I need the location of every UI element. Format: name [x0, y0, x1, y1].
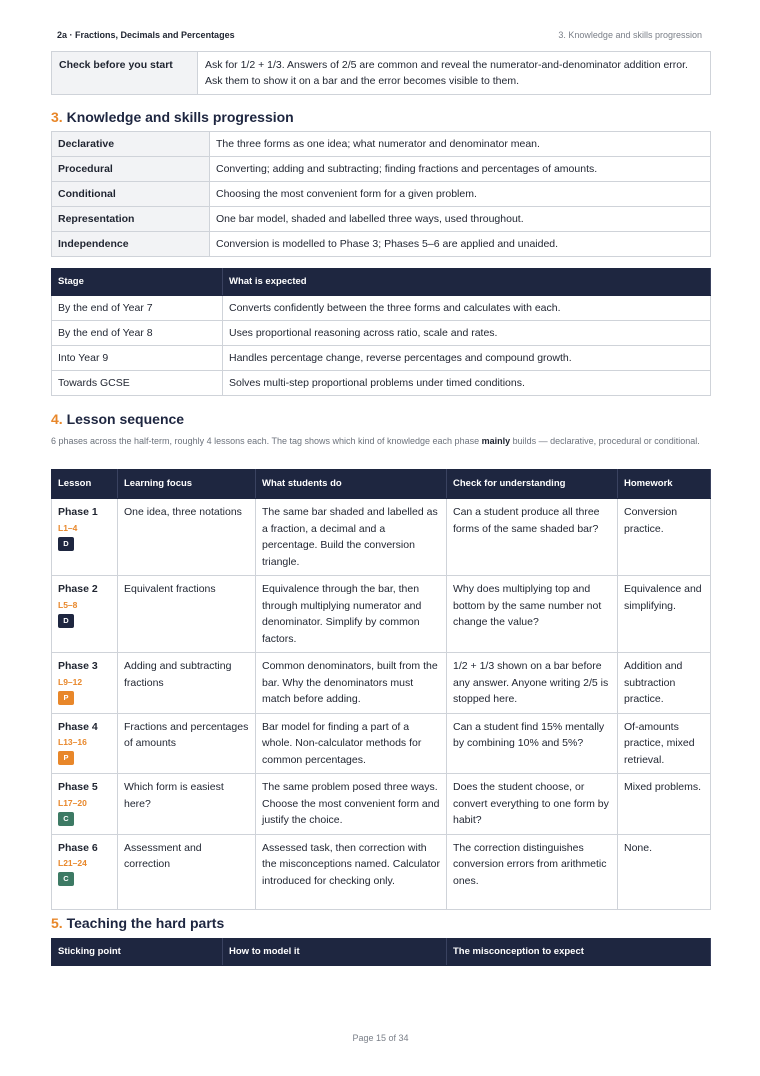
lesson-range: L13–16	[58, 737, 87, 747]
intro-text: 6 phases across the half-term, roughly 4 lessons each. The tag shows which kind of knowledge each phase	[51, 436, 480, 446]
table-row	[52, 576, 711, 653]
phase-name: Phase 2	[58, 583, 98, 595]
knowledge-description: The three forms as one idea; what numerator and denominator mean.	[210, 132, 711, 157]
section-3-heading	[51, 108, 294, 126]
intro-text: builds — declarative, procedural or conditional.	[512, 436, 700, 446]
homework: None.	[618, 834, 711, 909]
lesson-cell	[52, 713, 118, 774]
lesson-range: L17–20	[58, 797, 87, 808]
homework: Equivalence and simplifying.	[618, 576, 711, 653]
table-row	[52, 653, 711, 714]
learning-focus: Assessment and correction	[118, 834, 256, 909]
table-row	[52, 52, 711, 95]
table-row	[52, 321, 711, 346]
student-activity: Bar model for finding a part of a whole. Non-calculator methods for common percentages.	[256, 713, 447, 774]
table-row	[52, 774, 711, 835]
knowledge-description: Converting; adding and subtracting; finding fractions and percentages of amounts.	[210, 157, 711, 182]
table-row	[52, 182, 711, 207]
table-row	[52, 132, 711, 157]
check-for-understanding: Can a student produce all three forms of the same shaded bar?	[447, 499, 618, 576]
phase-name: Phase 4	[58, 720, 98, 733]
homework: Of-amounts practice, mixed retrieval.	[618, 713, 711, 774]
phase-name: Phase 6	[58, 841, 98, 854]
column-header: What is expected	[223, 269, 711, 296]
learning-focus: One idea, three notations	[118, 499, 256, 576]
stage-expectation: Solves multi-step proportional problems under timed conditions.	[223, 371, 711, 396]
column-header: How to model it	[223, 939, 447, 966]
stage-name: Into Year 9	[52, 346, 223, 371]
table-header-row	[52, 470, 711, 499]
check-for-understanding: The correction distinguishes conversion errors from arithmetic ones.	[447, 834, 618, 909]
table-row	[52, 713, 711, 774]
table-row	[52, 499, 711, 576]
table-row	[52, 834, 711, 909]
table-row	[52, 371, 711, 396]
table-header-row	[52, 269, 711, 296]
phase-name: Phase 1	[58, 506, 98, 518]
column-header: Homework	[618, 470, 711, 499]
table-row	[52, 232, 711, 257]
knowledge-description: Choosing the most convenient form for a given problem.	[210, 182, 711, 207]
hard-parts-table	[51, 938, 711, 966]
knowledge-tag-badge: D	[58, 614, 74, 628]
knowledge-tag-badge: P	[58, 691, 74, 705]
table-row	[52, 207, 711, 232]
column-header: Sticking point	[52, 939, 223, 966]
knowledge-tag-badge: C	[58, 872, 74, 886]
learning-focus: Equivalent fractions	[118, 576, 256, 653]
learning-focus: Fractions and percentages of amounts	[118, 713, 256, 774]
column-header: Learning focus	[118, 470, 256, 499]
homework: Addition and subtraction practice.	[618, 653, 711, 714]
knowledge-type: Representation	[52, 207, 210, 232]
section-title: Lesson sequence	[66, 411, 185, 427]
section-5-heading	[51, 914, 224, 932]
section-4-heading	[51, 410, 184, 428]
learning-focus: Which form is easiest here?	[118, 774, 256, 835]
lesson-range: L9–12	[58, 676, 83, 687]
knowledge-type: Conditional	[52, 182, 210, 207]
check-for-understanding: Can a student find 15% mentally by combining 10% and 5%?	[447, 713, 618, 774]
stage-name: Towards GCSE	[52, 371, 223, 396]
student-activity: The same problem posed three ways. Choose the most convenient form and justify the choice.	[256, 774, 447, 835]
column-header: The misconception to expect	[447, 939, 711, 966]
check-for-understanding: Why does multiplying top and bottom by the same number not change the value?	[447, 576, 618, 653]
header-chapter-title: 2a · Fractions, Decimals and Percentages	[57, 30, 235, 40]
section-number: 4.	[51, 411, 63, 427]
check-before-table	[51, 51, 711, 95]
column-header: What students do	[256, 470, 447, 499]
table-row	[52, 346, 711, 371]
lesson-range: L5–8	[58, 599, 78, 610]
section-title: Knowledge and skills progression	[66, 109, 294, 125]
check-for-understanding: Does the student choose, or convert everything to one form by habit?	[447, 774, 618, 835]
table-header-row	[52, 939, 711, 966]
knowledge-description: One bar model, shaded and labelled three ways, used throughout.	[210, 207, 711, 232]
lesson-cell	[52, 499, 118, 576]
phase-name: Phase 5	[58, 781, 98, 793]
stage-expectation: Handles percentage change, reverse percentages and compound growth.	[223, 346, 711, 371]
check-for-understanding: 1/2 + 1/3 shown on a bar before any answer. Anyone writing 2/5 is stopped here.	[447, 653, 618, 714]
knowledge-table	[51, 131, 711, 257]
knowledge-tag-badge: C	[58, 812, 74, 826]
page-number: Page 15 of 34	[352, 1033, 409, 1043]
column-header: Check for understanding	[447, 470, 618, 499]
stage-expectation: Uses proportional reasoning across ratio, scale and rates.	[223, 321, 711, 346]
knowledge-type: Independence	[52, 232, 210, 257]
stage-name: By the end of Year 8	[52, 321, 223, 346]
student-activity: Equivalence through the bar, then through multiplying numerator and denominator. Simplify by common factors.	[256, 576, 447, 653]
student-activity: Common denominators, built from the bar. Why the denominators must match before adding.	[256, 653, 447, 714]
lesson-cell	[52, 653, 118, 714]
section-number: 3.	[51, 109, 63, 125]
knowledge-type: Declarative	[52, 132, 210, 157]
lesson-sequence-intro	[51, 434, 710, 448]
knowledge-type: Procedural	[52, 157, 210, 182]
stage-expectation: Converts confidently between the three forms and calculates with each.	[223, 296, 711, 321]
knowledge-tag-badge: P	[58, 751, 74, 765]
knowledge-tag-badge: D	[58, 537, 74, 551]
section-title: Teaching the hard parts	[66, 915, 225, 931]
lesson-cell	[52, 576, 118, 653]
homework: Conversion practice.	[618, 499, 711, 576]
homework: Mixed problems.	[618, 774, 711, 835]
section-number: 5.	[51, 915, 63, 931]
stage-table	[51, 268, 711, 396]
phase-name: Phase 3	[58, 660, 98, 672]
check-text: Ask for 1/2 + 1/3. Answers of 2/5 are common and reveal the numerator-and-denominator addition error. Ask them to show it on a bar and the error becomes visible to them.	[198, 52, 711, 95]
student-activity: The same bar shaded and labelled as a fraction, a decimal and a percentage. Build the conversion triangle.	[256, 499, 447, 576]
lesson-range: L21–24	[58, 858, 87, 868]
learning-focus: Adding and subtracting fractions	[118, 653, 256, 714]
check-label: Check before you start	[52, 52, 198, 95]
lesson-sequence-table	[51, 469, 711, 910]
table-row	[52, 296, 711, 321]
knowledge-description: Conversion is modelled to Phase 3; Phases 5–6 are applied and unaided.	[210, 232, 711, 257]
header-section-title: 3. Knowledge and skills progression	[558, 30, 702, 40]
student-activity: Assessed task, then correction with the misconceptions named. Calculator introduced for checking only.	[256, 834, 447, 909]
intro-emphasis: mainly	[481, 436, 511, 446]
lesson-cell	[52, 834, 118, 909]
running-header	[51, 29, 710, 43]
column-header: Stage	[52, 269, 223, 296]
lesson-range: L1–4	[58, 522, 78, 533]
column-header: Lesson	[52, 470, 118, 499]
table-row	[52, 157, 711, 182]
stage-name: By the end of Year 7	[52, 296, 223, 321]
lesson-cell	[52, 774, 118, 835]
